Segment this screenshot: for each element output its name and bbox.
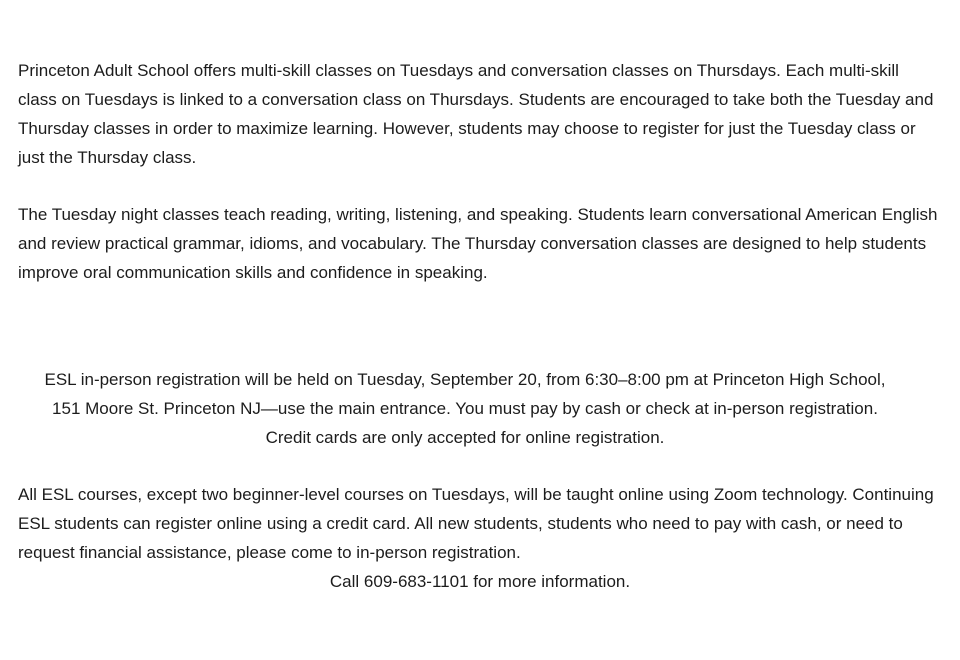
contact-info: Call 609-683-1101 for more information. — [329, 572, 631, 591]
class-description-paragraph: The Tuesday night classes teach reading, writing, listening, and speaking. Students learn conversational American English and review practical grammar, idioms, and vocabulary. The Thursday conversation classes are designed to help students improve oral communication skills and confidence in speaking. — [18, 205, 938, 282]
registration-notice: ESL in-person registration will be held on Tuesday, September 20, from 6:30–8:00 pm at Princeton High School, 151 Moore St. Princeton NJ—use the main entrance. You must pay by cash or check at in-person registration. Credit cards are only accepted for online registration. — [44, 370, 886, 447]
online-courses-paragraph: All ESL courses, except two beginner-level courses on Tuesdays, will be taught online using Zoom technology. Continuing ESL students can register online using a credit card. All new students, students who need to pay with cash, or need to request financial assistance, please come to in-person registration. — [18, 485, 934, 562]
intro-paragraph: Princeton Adult School offers multi-skill classes on Tuesdays and conversation classes on Thursdays. Each multi-skill class on Tuesdays is linked to a conversation class on Thursdays. Students are encouraged to take both the Tuesday and Thursday classes in order to maximize learning. However, students may choose to register for just the Tuesday class or just the Thursday class. — [18, 61, 934, 167]
